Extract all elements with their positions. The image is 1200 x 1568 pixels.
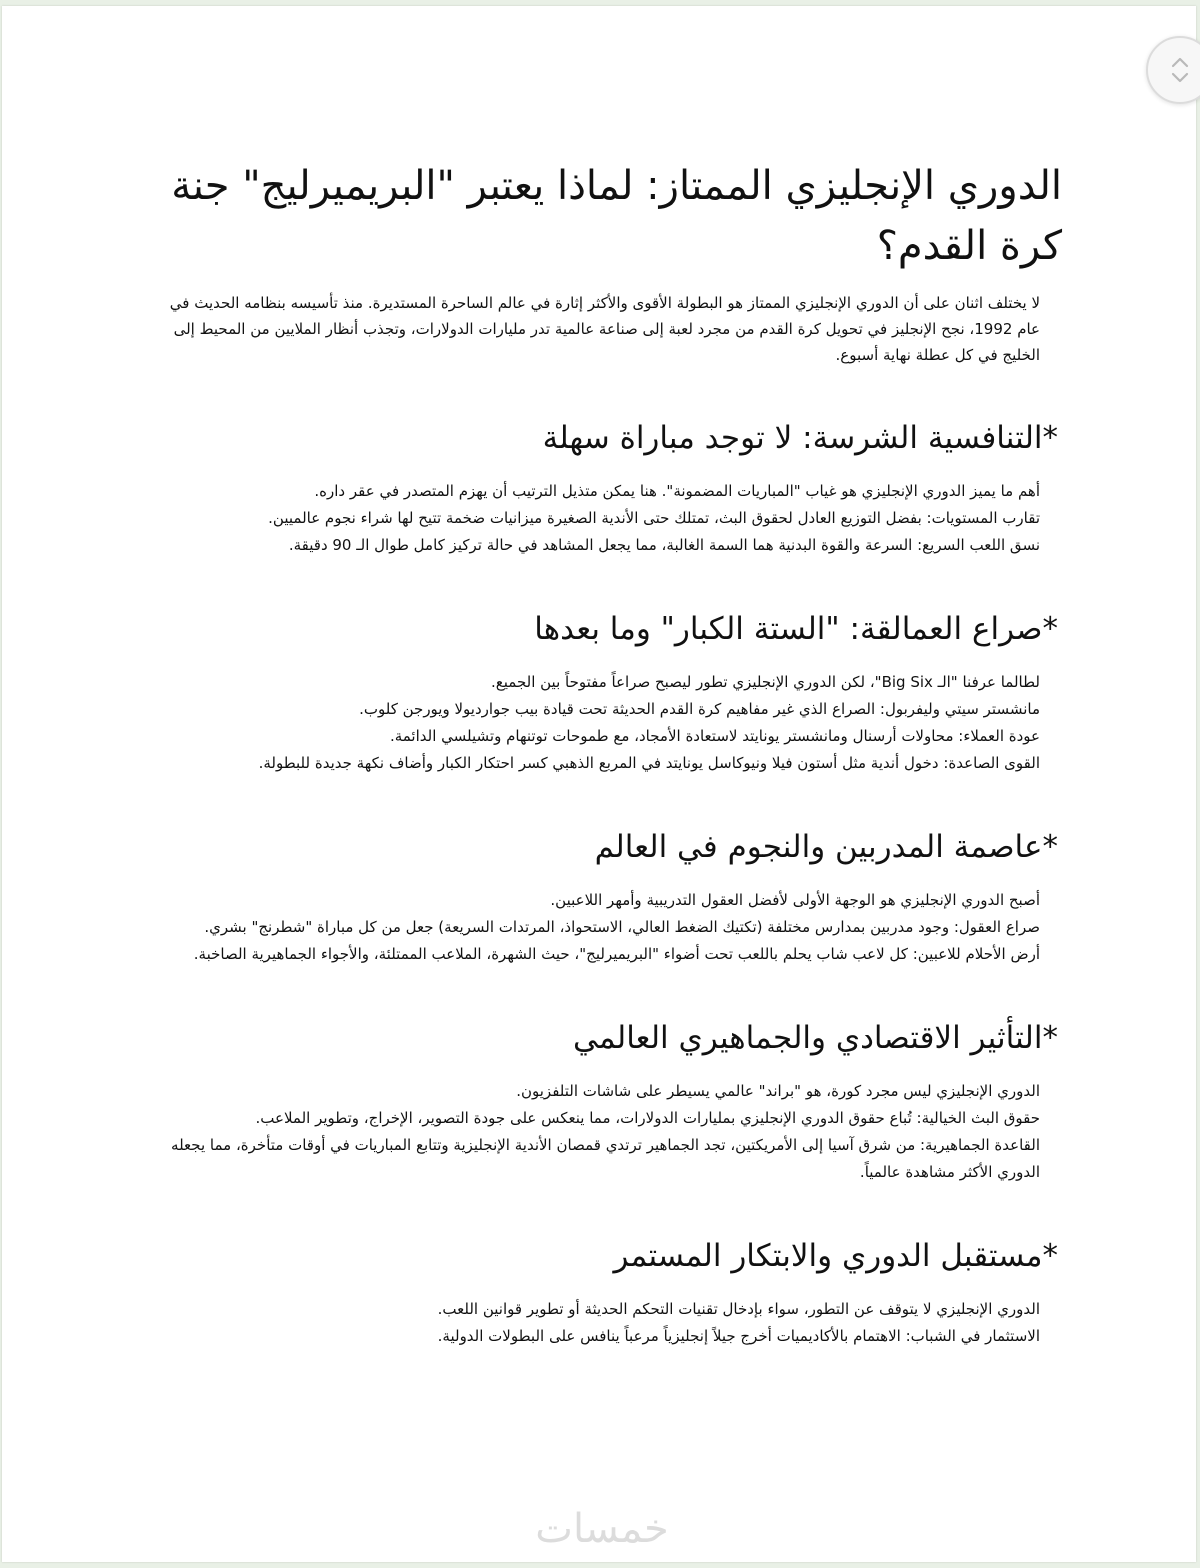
paragraph-line: صراع العقول: وجود مدربين بمدارس مختلفة (تكتيك الضغط العالي، الاستحواذ، المرتدات السريعة) جعل من كل مباراة "شطرنج" بشري. [204,918,1040,936]
article [140,156,1062,1398]
section-heading: *عاصمة المدربين والنجوم في العالم [594,829,1058,865]
paragraph-line: أهم ما يميز الدوري الإنجليزي هو غياب "المباريات المضمونة". هنا يمكن متذيل الترتيب أن يهزم المتصدر في عقر داره. [314,482,1040,500]
section-heading: *التأثير الاقتصادي والجماهيري العالمي [572,1020,1058,1056]
section-body [140,1296,1062,1350]
paragraph-line: حقوق البث الخيالية: تُباع حقوق الدوري الإنجليزي بمليارات الدولارات، مما ينعكس على جودة التصوير، الإخراج، وتطوير الملاعب. [255,1109,1040,1127]
paragraph-line: مانشستر سيتي وليفربول: الصراع الذي غير مفاهيم كرة القدم الحديثة تحت قيادة بيب جوارديولا ويورجن كلوب. [359,700,1040,718]
watermark-logo: خمسات [535,1506,669,1552]
section-body [140,478,1062,559]
paragraph-line: لطالما عرفنا "الـ Big Six"، لكن الدوري الإنجليزي تطور ليصبح صراعاً مفتوحاً بين الجميع. [491,673,1040,691]
document-page [2,6,1196,1562]
paragraph-line: تقارب المستويات: بفضل التوزيع العادل لحقوق البث، تمتلك حتى الأندية الصغيرة ميزانيات ضخمة تتيح لها شراء نجوم عالميين. [268,509,1040,527]
paragraph-line: نسق اللعب السريع: السرعة والقوة البدنية هما السمة الغالبة، مما يجعل المشاهد في حالة تركيز كامل طوال الـ 90 دقيقة. [288,536,1040,554]
paragraph-line: أرض الأحلام للاعبين: كل لاعب شاب يحلم باللعب تحت أضواء "البريميرليج"، حيث الشهرة، الملاعب الممتلئة، والأجواء الجماهيرية الصاخبة. [193,945,1040,963]
article-title: الدوري الإنجليزي الممتاز: لماذا يعتبر "البريميرليج" جنة كرة القدم؟ [171,163,1062,269]
section-heading: *التنافسية الشرسة: لا توجد مباراة سهلة [542,420,1058,456]
paragraph-line: الدوري الإنجليزي ليس مجرد كورة، هو "براند" عالمي يسيطر على شاشات التلفزيون. [516,1082,1040,1100]
section-body [140,887,1062,968]
section-body [140,1078,1062,1186]
paragraph-line: الدوري الإنجليزي لا يتوقف عن التطور، سواء بإدخال تقنيات التحكم الحديثة أو تطوير قوانين اللعب. [437,1300,1040,1318]
section-heading: *مستقبل الدوري والابتكار المستمر [613,1238,1058,1274]
paragraph-line: القوى الصاعدة: دخول أندية مثل أستون فيلا ونيوكاسل يونايتد في المربع الذهبي كسر احتكار الكبار وأضاف نكهة جديدة للبطولة. [258,754,1040,772]
paragraph-line: عودة العملاء: محاولات أرسنال ومانشستر يونايتد لاستعادة الأمجاد، مع طموحات توتنهام وتشيلسي الدائمة. [389,727,1040,745]
paragraph-line: القاعدة الجماهيرية: من شرق آسيا إلى الأمريكتين، تجد الجماهير ترتدي قمصان الأندية الإنجليزية وتتابع المباريات في أوقات متأخرة، مما يجعله الدوري الأكثر مشاهدة عالمياً. [171,1136,1040,1181]
paragraph-line: أصبح الدوري الإنجليزي هو الوجهة الأولى لأفضل العقول التدريبية وأمهر اللاعبين. [550,891,1040,909]
article-intro: لا يختلف اثنان على أن الدوري الإنجليزي الممتاز هو البطولة الأقوى والأكثر إثارة في عالم الساحرة المستديرة. منذ تأسيسه بنظامه الحديث في عام 1992، نجح الإنجليز في تحويل كرة القدم من مجرد لعبة إلى صناعة عالمية تدر مليارات الدولارات، وتجذب أنظار الملايين من المحيط إلى الخليج في كل عطلة نهاية أسبوع. [169,294,1040,364]
paragraph-line: الاستثمار في الشباب: الاهتمام بالأكاديميات أخرج جيلاً إنجليزياً مرعباً ينافس على البطولات الدولية. [437,1327,1040,1345]
section-body [140,669,1062,777]
section-heading: *صراع العمالقة: "الستة الكبار" وما بعدها [534,611,1058,647]
chevron-up-down-icon [1169,53,1191,87]
